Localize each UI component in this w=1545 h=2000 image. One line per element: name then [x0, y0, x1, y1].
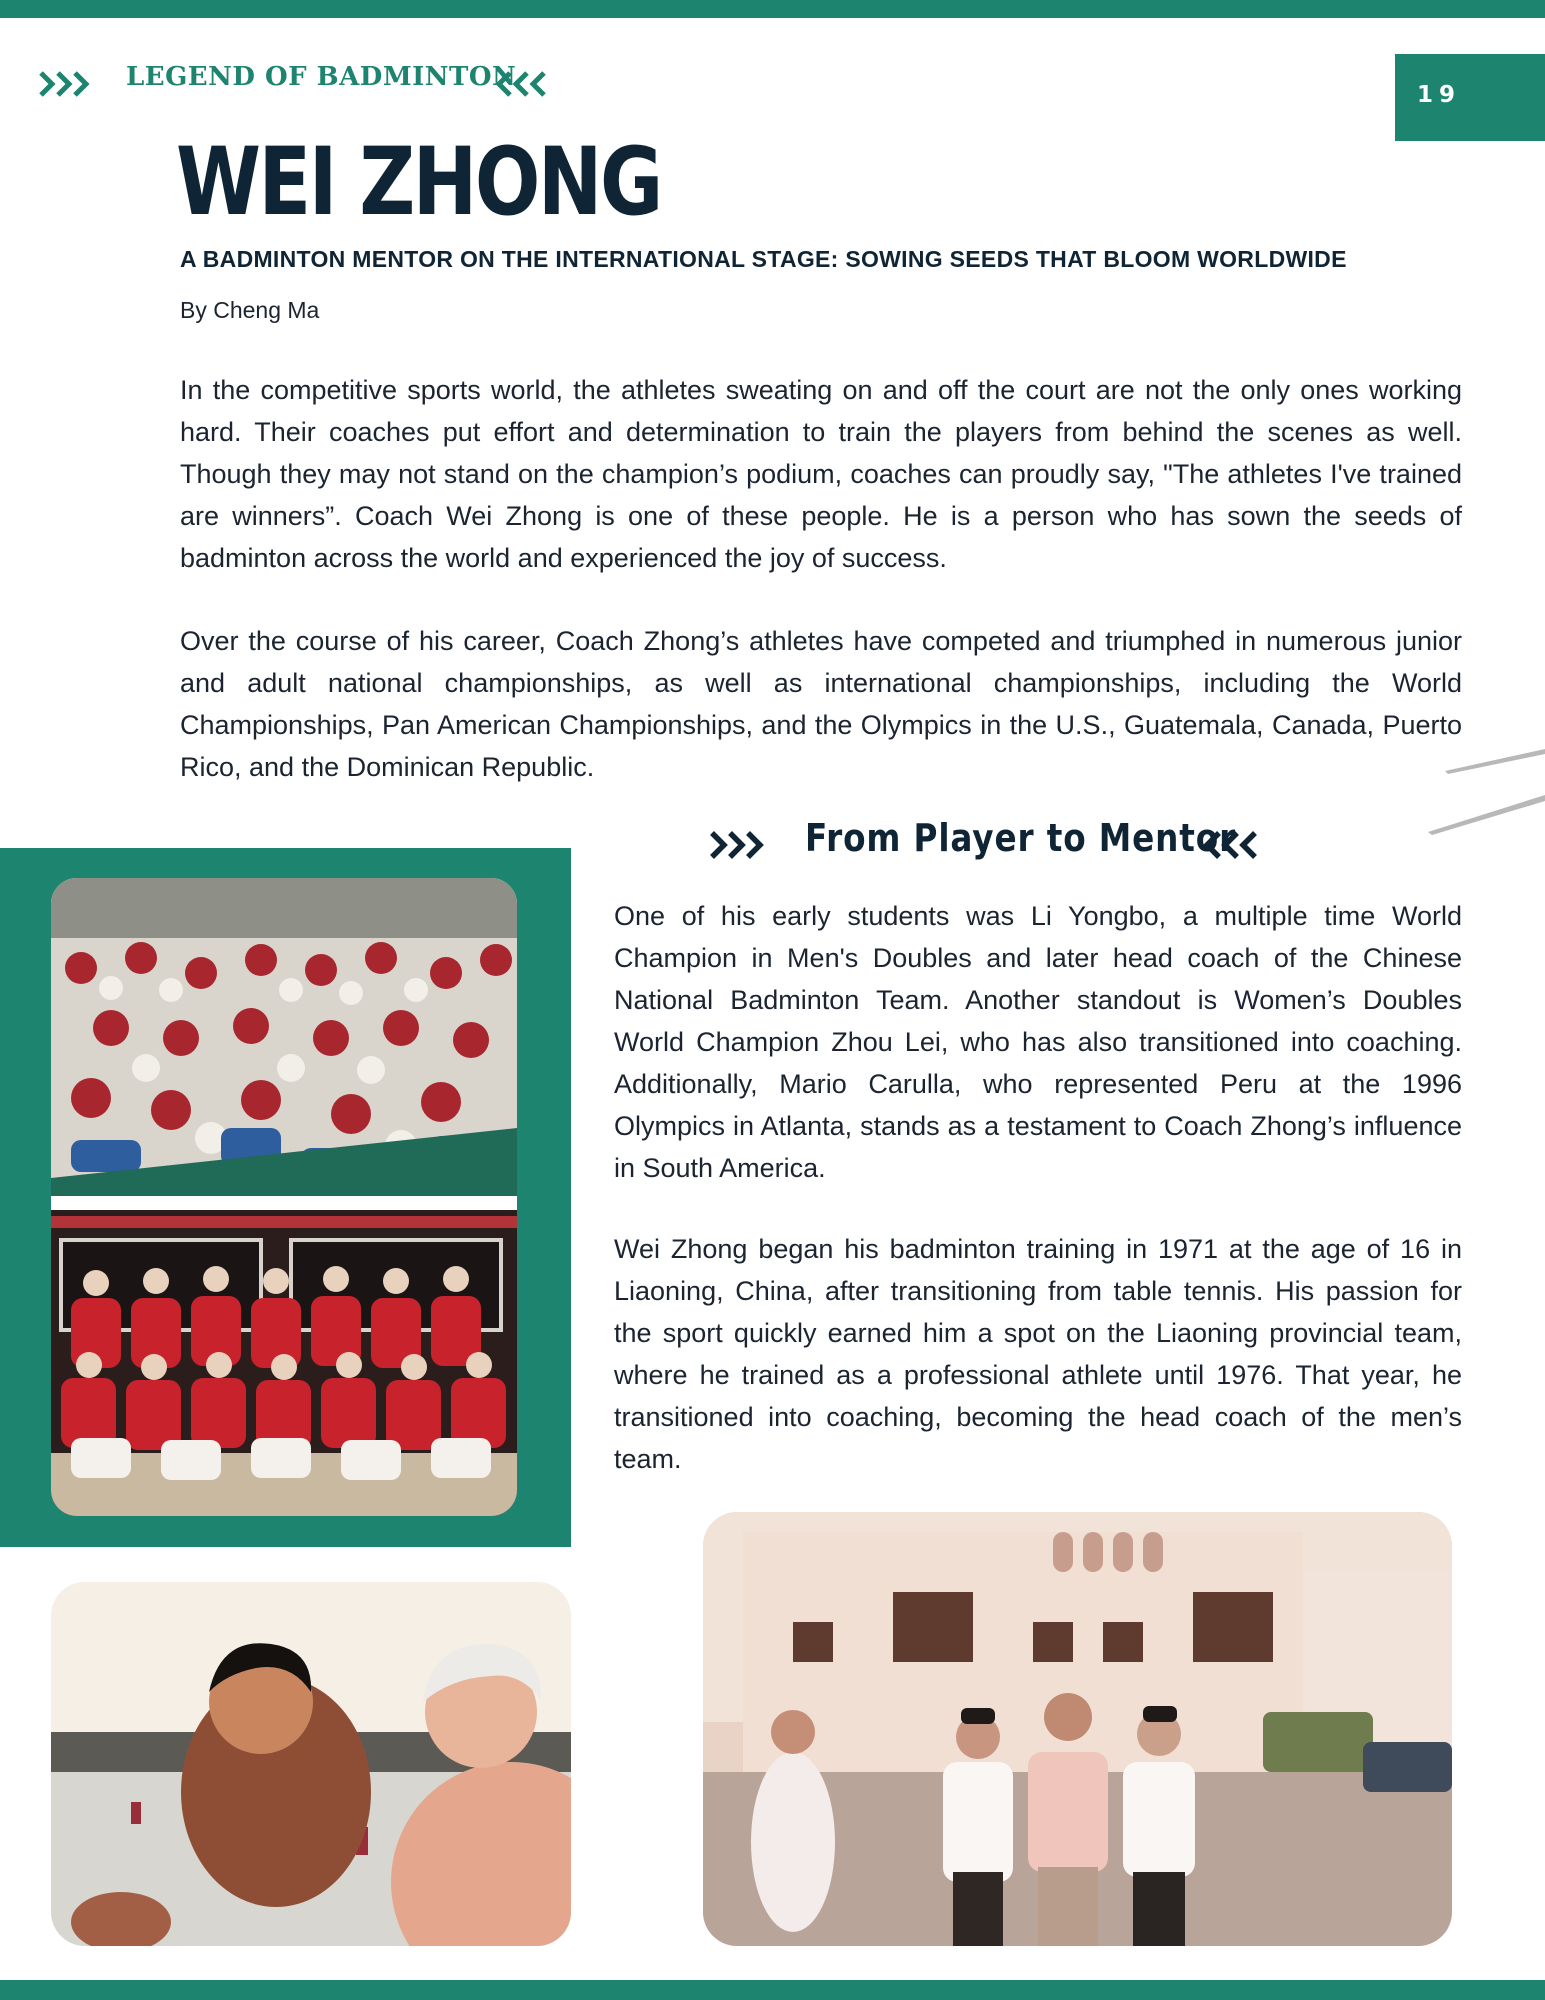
article-byline: By Cheng Ma	[180, 297, 320, 323]
section-paragraph-1: One of his early students was Li Yongbo, a multiple time World Champion in Men's Doubles and later head coach of the Chinese National Badminton Team. Another standout is Women’s Doubles World Champion Zhou Lei, who has also transitioned into coaching. Additionally, Mario Carulla, who represented Peru at the 1996 Olympics in Atlanta, stands as a testament to Coach Zhong’s influence in South America.	[614, 901, 1462, 1183]
team-photo-bleachers	[51, 878, 517, 1516]
intro-paragraph-2: Over the course of his career, Coach Zhong’s athletes have competed and triumphed in numerous junior and adult national championships, as well as international championships, including the World Championships, Pan American Championships, and the Olympics in the U.S., Guatemala, Canada, Puerto Rico, and the Dominican Republic.	[180, 626, 1462, 782]
intro-paragraph-1: In the competitive sports world, the athletes sweating on and off the court are not the only ones working hard. Their coaches put effort and determination to train the players from behind the scenes as well. Though they may not stand on the champion’s podium, coaches can proudly say, "The athletes I've trained are winners”. Coach Wei Zhong is one of these people. He is a person who has sown the seeds of badminton across the world and experienced the joy of success.	[180, 375, 1462, 573]
section-heading: From Player to Mentor	[805, 816, 1237, 860]
beach-photo	[51, 1582, 571, 1946]
page-number-badge	[1395, 54, 1545, 141]
team-photos-collage	[51, 878, 517, 1516]
section-kicker: LEGEND OF BADMINTON	[126, 62, 517, 92]
article-title: WEI ZHONG	[176, 128, 661, 237]
triple-chevron-right-icon	[709, 828, 771, 862]
triple-chevron-left-icon	[493, 68, 551, 100]
page-number: 19	[1417, 82, 1462, 108]
section-paragraph-2: Wei Zhong began his badminton training in 1971 at the age of 16 in Liaoning, China, after transitioning from table tennis. His passion for the sport quickly earned him a spot on the Liaoning provincial team, where he trained as a professional athlete until 1976. That year, he transitioned into coaching, becoming the head coach of the men’s team.	[614, 1234, 1462, 1474]
decorative-slash-lines	[1420, 740, 1545, 840]
article-subtitle: A BADMINTON MENTOR ON THE INTERNATIONAL STAGE: SOWING SEEDS THAT BLOOM WORLDWIDE	[180, 246, 1347, 272]
top-accent-bar	[0, 0, 1545, 18]
triple-chevron-right-icon	[38, 68, 96, 100]
plaza-photo	[703, 1512, 1452, 1946]
triple-chevron-left-icon	[1199, 828, 1261, 862]
bottom-accent-bar	[0, 1980, 1545, 2000]
